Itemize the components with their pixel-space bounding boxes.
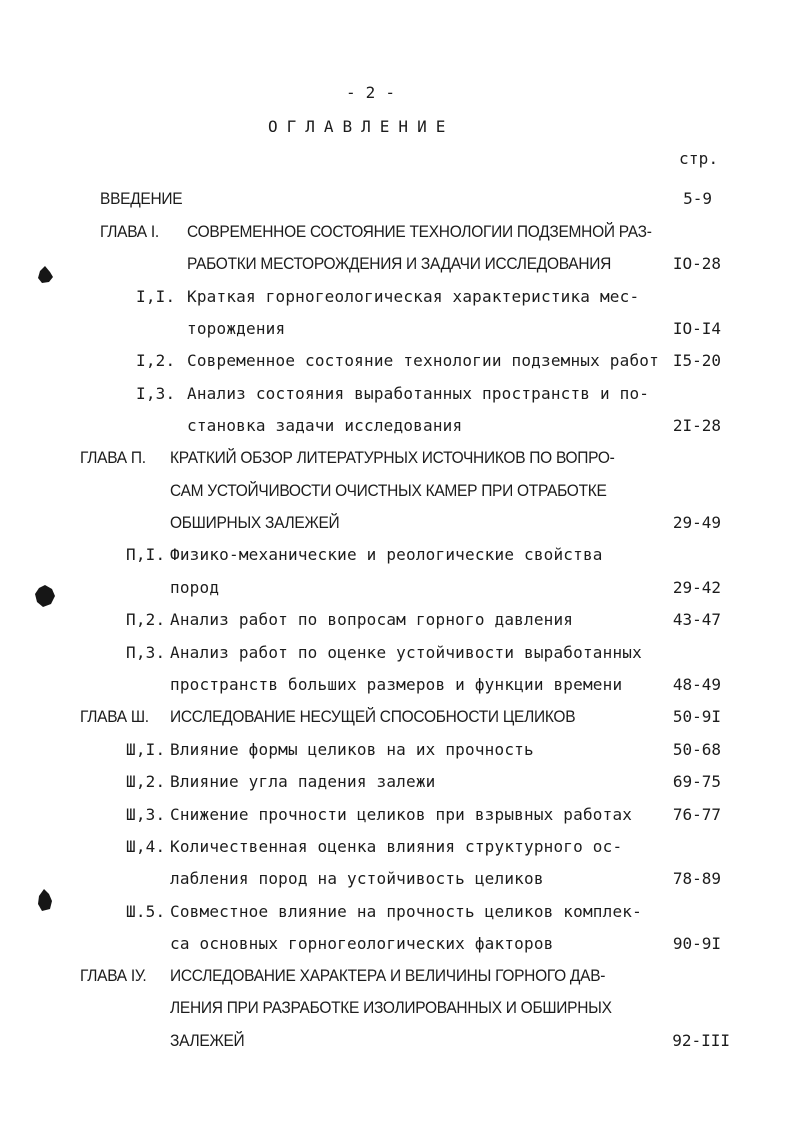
toc-entry-pages: 29-49 [672,513,721,532]
chapter-number: ГЛАВА I. [100,223,159,241]
toc-entry-pages: IO-I4 [672,319,721,338]
toc-entry-title: ВВЕДЕНИЕ [100,190,183,208]
chapter-title-line: ИССЛЕДОВАНИЕ ХАРАКТЕРА И ВЕЛИЧИНЫ ГОРНОГО ДАВ- [170,967,606,985]
section-title-line: Количественная оценка влияния структурного ос- [170,837,623,856]
chapter-number: ГЛАВА IУ. [80,967,147,985]
punch-mark-top [36,265,54,285]
chapter-title-line: ЗАЛЕЖЕЙ [170,1032,245,1050]
page-number: - 2 - [346,83,396,102]
chapter-title-line: РАБОТКИ МЕСТОРОЖДЕНИЯ И ЗАДАЧИ ИССЛЕДОВАНИЯ [187,255,612,273]
section-title-line: Краткая горногеологическая характеристика мес- [187,287,640,306]
section-title-line: становка задачи исследования [187,416,463,435]
section-number: Ш,I. [126,740,166,759]
chapter-number: ГЛАВА Ш. [80,708,149,726]
chapter-title-line: СОВРЕМЕННОЕ СОСТОЯНИЕ ТЕХНОЛОГИИ ПОДЗЕМНОЙ РАЗ- [187,223,652,241]
toc-entry-pages: 48-49 [672,675,721,694]
section-title-line: пород [170,578,220,597]
toc-entry-pages: 50-68 [672,740,721,759]
chapter-title-line: ИССЛЕДОВАНИЕ НЕСУЩЕЙ СПОСОБНОСТИ ЦЕЛИКОВ [170,708,576,726]
toc-entry-pages: 90-9I [672,934,721,953]
section-title-line: Современное состояние технологии подземных работ [187,351,659,370]
toc-entry-pages: 76-77 [672,805,721,824]
section-title-line: пространств больших размеров и функции времени [170,675,623,694]
chapter-number: ГЛАВА П. [80,449,146,467]
toc-entry-pages: 69-75 [672,772,721,791]
section-title-line: Совместное влияние на прочность целиков комплек- [170,902,642,921]
toc-entry-pages: 43-47 [672,610,721,629]
section-title-line: Снижение прочности целиков при взрывных работах [170,805,633,824]
toc-title: ОГЛАВЛЕНИЕ [268,117,455,136]
section-title-line: Анализ работ по вопросам горного давления [170,610,574,629]
section-title-line: лабления пород на устойчивость целиков [170,869,544,888]
punch-mark-bottom [36,888,54,912]
section-number: I,2. [136,351,176,370]
toc-entry-pages: 29-42 [672,578,721,597]
toc-entry-pages: 5-9 [683,189,712,208]
section-title-line: Анализ работ по оценке устойчивости выработанных [170,643,642,662]
section-number: Ш.5. [126,902,166,921]
section-number: Ш,3. [126,805,166,824]
toc-entry-pages: 92-III [672,1031,730,1050]
section-number: I,I. [136,287,176,306]
chapter-title-line: САМ УСТОЙЧИВОСТИ ОЧИСТНЫХ КАМЕР ПРИ ОТРАБОТКЕ [170,482,607,500]
section-number: I,3. [136,384,176,403]
section-title-line: Физико-механические и реологические свойства [170,545,603,564]
section-number: П,I. [126,545,166,564]
section-title-line: торождения [187,319,286,338]
section-number: П,2. [126,610,166,629]
toc-entry-pages: I5-20 [672,351,721,370]
section-title-line: са основных горногеологических факторов [170,934,554,953]
section-title-line: Влияние формы целиков на их прочность [170,740,534,759]
chapter-title-line: ОБШИРНЫХ ЗАЛЕЖЕЙ [170,514,340,532]
chapter-title-line: ЛЕНИЯ ПРИ РАЗРАБОТКЕ ИЗОЛИРОВАННЫХ И ОБШИРНЫХ [170,999,612,1017]
toc-entry-pages: 50-9I [672,707,721,726]
section-number: Ш,2. [126,772,166,791]
punch-mark-middle [34,584,56,608]
section-title-line: Анализ состояния выработанных пространств и по- [187,384,650,403]
toc-entry-pages: IO-28 [672,254,721,273]
section-title-line: Влияние угла падения залежи [170,772,436,791]
section-number: П,3. [126,643,166,662]
chapter-title-line: КРАТКИЙ ОБЗОР ЛИТЕРАТУРНЫХ ИСТОЧНИКОВ ПО ВОПРО- [170,449,615,467]
toc-entry-pages: 2I-28 [672,416,721,435]
pages-column-header: стр. [679,149,719,168]
section-number: Ш,4. [126,837,166,856]
toc-entry-pages: 78-89 [672,869,721,888]
